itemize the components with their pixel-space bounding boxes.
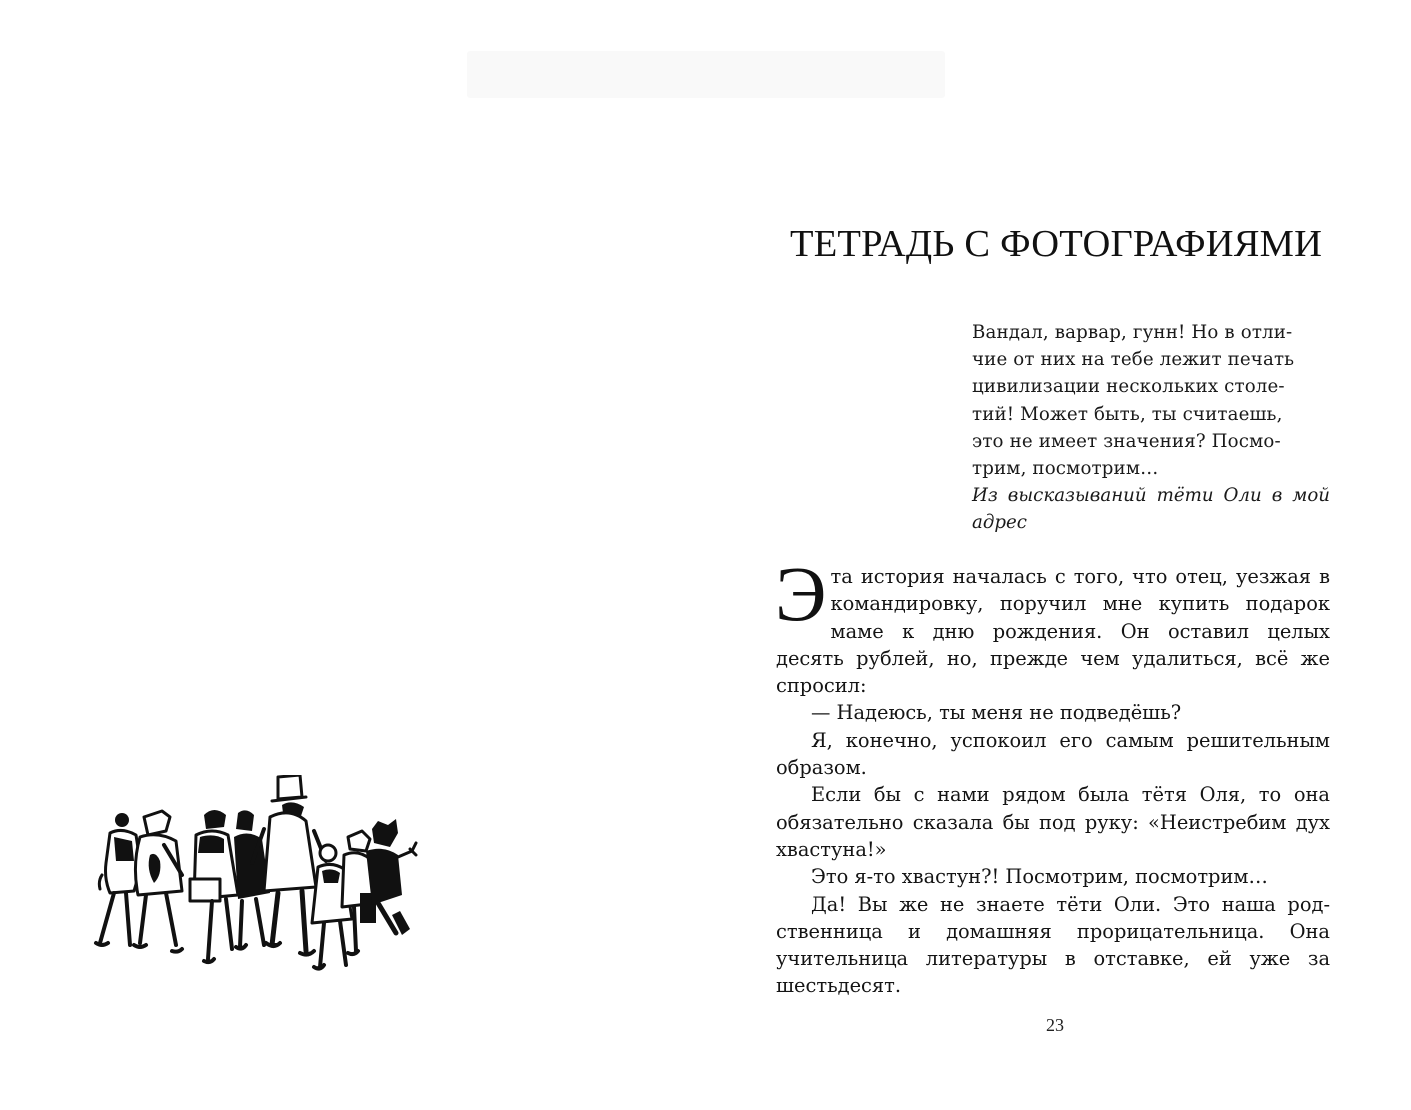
- figure-child-3: [190, 810, 238, 962]
- paragraph: Это я-то хвастун?! Посмотрим, посмотрим…: [811, 865, 1268, 889]
- epigraph-line: чие от них на тебе лежит печать: [972, 349, 1295, 371]
- epigraph-line: тий! Может быть, ты считаешь,: [972, 403, 1283, 425]
- paragraph-opening: [775, 550, 1330, 699]
- paragraph: — Надеюсь, ты меня не подведёшь?: [811, 701, 1182, 725]
- illustration-crowd-of-children: [92, 775, 418, 975]
- epigraph-line: это не имеет значения? Посмо-: [972, 430, 1281, 452]
- paragraph: Если бы с нами рядом была тётя Оля, то она обязательно сказала бы под руку: «Неистребим дух хвастуна!»: [776, 783, 1330, 861]
- paragraph: Я, конечно, успокоил его самым решительным образом.: [776, 728, 1330, 780]
- chapter-title: ТЕТРАДЬ С ФОТОГРАФИЯМИ: [790, 223, 1323, 265]
- epigraph-line: трим, посмотрим…: [972, 458, 1159, 480]
- paragraph-text: та история началась с того, что отец, уезжая в командировку, поручил мне купить подарок маме к дню рождения. Он оставил целых десять рублей, но, прежде чем удалиться, всё же спросил:: [776, 565, 1330, 698]
- paragraph: Да! Вы же не знаете тёти Оли. Это наша родственница и домашняя прорицательница. Она учительница литературы в отставке, ей уже за шестьдесят.: [776, 892, 1330, 998]
- epigraph: [972, 319, 1330, 537]
- page-number: 23: [1046, 1015, 1064, 1035]
- right-page: [705, 0, 1411, 1110]
- epigraph-attribution: Из высказываний тёти Оли в мой адрес: [972, 485, 1330, 534]
- epigraph-line: цивилизации нескольких столе-: [972, 376, 1285, 398]
- drop-cap: Э: [775, 550, 827, 637]
- left-page: [0, 0, 705, 1110]
- figure-child-1: [96, 813, 140, 945]
- figure-child-2: [134, 811, 182, 952]
- chapter-body: [775, 550, 1330, 1000]
- epigraph-line: Вандал, варвар, гунн! Но в отли-: [972, 322, 1293, 343]
